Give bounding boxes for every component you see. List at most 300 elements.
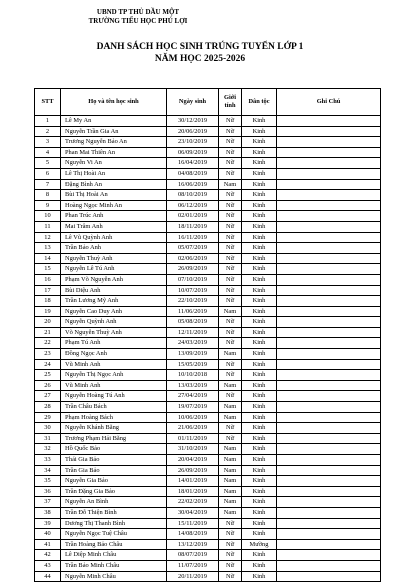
cell-name: Trần Gia Bảo <box>61 465 167 476</box>
agency-name: UBND TP THỦ DẦU MỘT <box>96 8 180 16</box>
cell-ethnicity: Kinh <box>242 465 277 476</box>
cell-note <box>277 296 381 307</box>
cell-note <box>277 529 381 540</box>
cell-name: Lê Thị Hoài An <box>61 168 167 179</box>
table-row <box>35 402 381 413</box>
cell-ethnicity: Kinh <box>242 571 277 582</box>
cell-ethnicity: Kinh <box>242 327 277 338</box>
cell-note <box>277 168 381 179</box>
cell-dob: 21/06/2019 <box>167 423 219 434</box>
cell-name: Phạm Hoàng Bách <box>61 412 167 423</box>
cell-dob: 16/04/2019 <box>167 158 219 169</box>
cell-name: Nguyễn Lê Tú Anh <box>61 264 167 275</box>
cell-dob: 08/07/2019 <box>167 550 219 561</box>
cell-dob: 11/06/2019 <box>167 306 219 317</box>
cell-name: Phạm Võ Nguyễn Anh <box>61 274 167 285</box>
cell-dob: 07/10/2019 <box>167 274 219 285</box>
cell-sex: Nữ <box>219 243 242 254</box>
cell-sex: Nữ <box>219 200 242 211</box>
cell-sex: Nữ <box>219 137 242 148</box>
cell-sex: Nữ <box>219 560 242 571</box>
cell-name: Đồng Ngọc Anh <box>61 349 167 360</box>
table-row <box>35 274 381 285</box>
cell-sex: Nữ <box>219 338 242 349</box>
cell-stt: 30 <box>35 423 61 434</box>
cell-note <box>277 317 381 328</box>
cell-name: Bùi Thị Hoài An <box>61 190 167 201</box>
cell-note <box>277 285 381 296</box>
header-name: Họ và tên học sinh <box>61 89 167 116</box>
table-row <box>35 423 381 434</box>
cell-stt: 11 <box>35 221 61 232</box>
cell-sex: Nữ <box>219 296 242 307</box>
cell-stt: 14 <box>35 253 61 264</box>
cell-ethnicity: Kinh <box>242 423 277 434</box>
cell-ethnicity: Kinh <box>242 338 277 349</box>
cell-note <box>277 476 381 487</box>
table-row <box>35 168 381 179</box>
table-row <box>35 486 381 497</box>
cell-stt: 10 <box>35 211 61 222</box>
cell-dob: 26/09/2019 <box>167 465 219 476</box>
cell-name: Nguyễn Ngọc Tuệ Châu <box>61 529 167 540</box>
cell-stt: 4 <box>35 147 61 158</box>
table-row <box>35 539 381 550</box>
table-row <box>35 359 381 370</box>
cell-dob: 14/08/2019 <box>167 529 219 540</box>
cell-sex: Nam <box>219 402 242 413</box>
cell-dob: 30/04/2019 <box>167 507 219 518</box>
cell-ethnicity: Kinh <box>242 116 277 127</box>
cell-name: Nguyễn Thuỳ Anh <box>61 253 167 264</box>
cell-name: Nguyễn Thị Ngọc Anh <box>61 370 167 381</box>
table-row <box>35 327 381 338</box>
cell-stt: 33 <box>35 455 61 466</box>
cell-stt: 2 <box>35 126 61 137</box>
cell-ethnicity: Kinh <box>242 349 277 360</box>
cell-dob: 20/11/2019 <box>167 571 219 582</box>
cell-name: Thái Gia Bảo <box>61 455 167 466</box>
cell-note <box>277 158 381 169</box>
cell-note <box>277 116 381 127</box>
cell-ethnicity: Kinh <box>242 550 277 561</box>
cell-note <box>277 380 381 391</box>
cell-stt: 13 <box>35 243 61 254</box>
table-row <box>35 253 381 264</box>
cell-note <box>277 391 381 402</box>
cell-note <box>277 455 381 466</box>
cell-stt: 38 <box>35 507 61 518</box>
cell-stt: 28 <box>35 402 61 413</box>
cell-note <box>277 571 381 582</box>
table-row <box>35 147 381 158</box>
title-line-2: NĂM HỌC 2025-2026 <box>154 54 246 64</box>
cell-name: Nguyễn Cao Duy Anh <box>61 306 167 317</box>
table-row <box>35 338 381 349</box>
table-row <box>35 200 381 211</box>
cell-dob: 30/12/2019 <box>167 116 219 127</box>
cell-ethnicity: Kinh <box>242 306 277 317</box>
cell-sex: Nữ <box>219 253 242 264</box>
cell-name: Trần Lương Mỹ Anh <box>61 296 167 307</box>
cell-dob: 06/12/2019 <box>167 200 219 211</box>
cell-ethnicity: Kinh <box>242 560 277 571</box>
title-line-1: DANH SÁCH HỌC SINH TRÚNG TUYỂN LỚP 1 <box>96 42 304 52</box>
cell-dob: 10/07/2019 <box>167 285 219 296</box>
table-row <box>35 306 381 317</box>
header-dob: Ngày sinh <box>167 89 219 116</box>
cell-sex: Nữ <box>219 423 242 434</box>
student-table <box>34 88 381 582</box>
cell-note <box>277 147 381 158</box>
table-row <box>35 455 381 466</box>
cell-sex: Nữ <box>219 126 242 137</box>
cell-name: Nguyễn Hoàng Tú Anh <box>61 391 167 402</box>
cell-ethnicity: Kinh <box>242 476 277 487</box>
table-row <box>35 232 381 243</box>
cell-sex: Nữ <box>219 158 242 169</box>
cell-ethnicity: Kinh <box>242 285 277 296</box>
cell-dob: 16/06/2019 <box>167 179 219 190</box>
cell-dob: 12/11/2019 <box>167 327 219 338</box>
cell-note <box>277 221 381 232</box>
cell-name: Nguyễn Khánh Băng <box>61 423 167 434</box>
cell-note <box>277 433 381 444</box>
cell-dob: 27/04/2019 <box>167 391 219 402</box>
cell-note <box>277 497 381 508</box>
cell-note <box>277 507 381 518</box>
cell-sex: Nữ <box>219 285 242 296</box>
cell-name: Lê My An <box>61 116 167 127</box>
table-row <box>35 190 381 201</box>
table-row <box>35 116 381 127</box>
cell-sex: Nữ <box>219 571 242 582</box>
cell-sex: Nam <box>219 412 242 423</box>
table-row <box>35 158 381 169</box>
cell-sex: Nam <box>219 497 242 508</box>
cell-note <box>277 179 381 190</box>
cell-stt: 24 <box>35 359 61 370</box>
cell-stt: 37 <box>35 497 61 508</box>
cell-stt: 40 <box>35 529 61 540</box>
cell-note <box>277 200 381 211</box>
cell-dob: 19/07/2019 <box>167 402 219 413</box>
cell-ethnicity: Kinh <box>242 179 277 190</box>
cell-stt: 6 <box>35 168 61 179</box>
cell-stt: 18 <box>35 296 61 307</box>
table-row <box>35 391 381 402</box>
cell-name: Lê Vũ Quỳnh Anh <box>61 232 167 243</box>
cell-note <box>277 465 381 476</box>
cell-sex: Nam <box>219 507 242 518</box>
cell-sex: Nam <box>219 179 242 190</box>
header-ethnicity: Dân tộc <box>242 89 277 116</box>
cell-sex: Nữ <box>219 116 242 127</box>
table-body <box>35 116 381 582</box>
cell-dob: 18/01/2019 <box>167 486 219 497</box>
cell-sex: Nam <box>219 380 242 391</box>
table-row <box>35 349 381 360</box>
cell-sex: Nam <box>219 476 242 487</box>
cell-ethnicity: Kinh <box>242 221 277 232</box>
cell-stt: 9 <box>35 200 61 211</box>
cell-sex: Nữ <box>219 232 242 243</box>
table-row <box>35 243 381 254</box>
cell-stt: 15 <box>35 264 61 275</box>
cell-name: Trần Đỗ Thiện Bình <box>61 507 167 518</box>
cell-ethnicity: Kinh <box>242 486 277 497</box>
cell-name: Trần Bảo Minh Châu <box>61 560 167 571</box>
cell-ethnicity: Kinh <box>242 433 277 444</box>
cell-dob: 16/11/2019 <box>167 232 219 243</box>
cell-stt: 16 <box>35 274 61 285</box>
cell-note <box>277 423 381 434</box>
cell-note <box>277 518 381 529</box>
cell-name: Trần Châu Bách <box>61 402 167 413</box>
table-row <box>35 179 381 190</box>
table-row <box>35 412 381 423</box>
cell-ethnicity: Kinh <box>242 497 277 508</box>
header-stt: STT <box>35 89 61 116</box>
table-row <box>35 497 381 508</box>
cell-ethnicity: Kinh <box>242 158 277 169</box>
cell-sex: Nam <box>219 465 242 476</box>
cell-dob: 10/10/2018 <box>167 370 219 381</box>
cell-name: Trần Bảo Anh <box>61 243 167 254</box>
table-row <box>35 126 381 137</box>
cell-note <box>277 550 381 561</box>
cell-ethnicity: Kinh <box>242 200 277 211</box>
cell-note <box>277 412 381 423</box>
cell-dob: 01/11/2019 <box>167 433 219 444</box>
table-row <box>35 264 381 275</box>
cell-dob: 22/10/2019 <box>167 296 219 307</box>
cell-stt: 12 <box>35 232 61 243</box>
cell-stt: 34 <box>35 465 61 476</box>
cell-name: Trương Nguyễn Bảo An <box>61 137 167 148</box>
cell-ethnicity: Kinh <box>242 529 277 540</box>
cell-name: Hồ Quốc Bảo <box>61 444 167 455</box>
cell-note <box>277 253 381 264</box>
cell-stt: 8 <box>35 190 61 201</box>
cell-sex: Nữ <box>219 529 242 540</box>
cell-stt: 35 <box>35 476 61 487</box>
cell-sex: Nam <box>219 349 242 360</box>
cell-dob: 13/12/2019 <box>167 539 219 550</box>
cell-ethnicity: Kinh <box>242 370 277 381</box>
cell-dob: 11/07/2019 <box>167 560 219 571</box>
cell-ethnicity: Kinh <box>242 264 277 275</box>
cell-sex: Nam <box>219 306 242 317</box>
cell-name: Dương Thị Thanh Bình <box>61 518 167 529</box>
table-row <box>35 211 381 222</box>
cell-stt: 7 <box>35 179 61 190</box>
cell-ethnicity: Kinh <box>242 444 277 455</box>
cell-name: Phan Trúc Anh <box>61 211 167 222</box>
table-row <box>35 444 381 455</box>
cell-sex: Nữ <box>219 168 242 179</box>
cell-stt: 36 <box>35 486 61 497</box>
cell-ethnicity: Kinh <box>242 380 277 391</box>
cell-ethnicity: Kinh <box>242 232 277 243</box>
table-row <box>35 571 381 582</box>
cell-stt: 20 <box>35 317 61 328</box>
cell-stt: 27 <box>35 391 61 402</box>
cell-ethnicity: Kinh <box>242 211 277 222</box>
cell-name: Bùi Diệu Anh <box>61 285 167 296</box>
cell-name: Nguyễn Vi An <box>61 158 167 169</box>
table-row <box>35 370 381 381</box>
cell-note <box>277 264 381 275</box>
cell-stt: 21 <box>35 327 61 338</box>
cell-stt: 44 <box>35 571 61 582</box>
table-row <box>35 465 381 476</box>
cell-note <box>277 402 381 413</box>
cell-note <box>277 211 381 222</box>
cell-ethnicity: Kinh <box>242 296 277 307</box>
cell-note <box>277 359 381 370</box>
document-title <box>0 41 400 65</box>
cell-note <box>277 486 381 497</box>
cell-ethnicity: Kinh <box>242 359 277 370</box>
cell-ethnicity: Kinh <box>242 391 277 402</box>
document-header <box>48 8 228 26</box>
table-row <box>35 518 381 529</box>
cell-name: Đặng Bình An <box>61 179 167 190</box>
cell-dob: 02/06/2019 <box>167 253 219 264</box>
cell-ethnicity: Kinh <box>242 518 277 529</box>
cell-name: Trần Hoàng Bảo Châu <box>61 539 167 550</box>
cell-dob: 10/06/2019 <box>167 412 219 423</box>
cell-ethnicity: Kinh <box>242 126 277 137</box>
cell-stt: 22 <box>35 338 61 349</box>
cell-sex: Nữ <box>219 433 242 444</box>
cell-dob: 15/11/2019 <box>167 518 219 529</box>
cell-note <box>277 539 381 550</box>
cell-name: Vũ Minh Anh <box>61 359 167 370</box>
table-row <box>35 550 381 561</box>
cell-dob: 24/03/2019 <box>167 338 219 349</box>
table-row <box>35 507 381 518</box>
cell-note <box>277 327 381 338</box>
cell-note <box>277 137 381 148</box>
cell-dob: 02/01/2019 <box>167 211 219 222</box>
table-row <box>35 433 381 444</box>
table-row <box>35 137 381 148</box>
cell-dob: 20/06/2019 <box>167 126 219 137</box>
cell-sex: Nam <box>219 444 242 455</box>
cell-sex: Nữ <box>219 370 242 381</box>
cell-name: Nguyễn Quỳnh Anh <box>61 317 167 328</box>
cell-ethnicity: Kinh <box>242 402 277 413</box>
cell-dob: 15/05/2019 <box>167 359 219 370</box>
cell-dob: 31/10/2019 <box>167 444 219 455</box>
cell-ethnicity: Kinh <box>242 190 277 201</box>
table-row <box>35 296 381 307</box>
cell-stt: 31 <box>35 433 61 444</box>
cell-dob: 04/08/2019 <box>167 168 219 179</box>
cell-name: Nguyễn Trần Gia An <box>61 126 167 137</box>
cell-dob: 14/01/2019 <box>167 476 219 487</box>
cell-stt: 43 <box>35 560 61 571</box>
cell-name: Hoàng Ngọc Minh An <box>61 200 167 211</box>
cell-sex: Nam <box>219 486 242 497</box>
cell-sex: Nữ <box>219 274 242 285</box>
cell-name: Trần Đặng Gia Bảo <box>61 486 167 497</box>
cell-stt: 1 <box>35 116 61 127</box>
cell-stt: 32 <box>35 444 61 455</box>
cell-sex: Nữ <box>219 317 242 328</box>
cell-note <box>277 338 381 349</box>
cell-sex: Nữ <box>219 359 242 370</box>
cell-stt: 19 <box>35 306 61 317</box>
table-row <box>35 317 381 328</box>
cell-name: Nguyễn Minh Châu <box>61 571 167 582</box>
cell-note <box>277 306 381 317</box>
cell-name: Trương Phạm Hải Băng <box>61 433 167 444</box>
cell-dob: 13/03/2019 <box>167 380 219 391</box>
cell-ethnicity: Kinh <box>242 412 277 423</box>
cell-ethnicity: Mường <box>242 539 277 550</box>
cell-ethnicity: Kinh <box>242 137 277 148</box>
cell-ethnicity: Kinh <box>242 455 277 466</box>
cell-stt: 5 <box>35 158 61 169</box>
cell-dob: 23/10/2019 <box>167 137 219 148</box>
cell-name: Lê Diệp Minh Châu <box>61 550 167 561</box>
cell-sex: Nữ <box>219 221 242 232</box>
table-row <box>35 221 381 232</box>
table-row <box>35 476 381 487</box>
header-sex: Giới tính <box>219 89 242 116</box>
cell-note <box>277 349 381 360</box>
cell-stt: 23 <box>35 349 61 360</box>
cell-stt: 3 <box>35 137 61 148</box>
cell-name: Phạm Tú Anh <box>61 338 167 349</box>
cell-ethnicity: Kinh <box>242 168 277 179</box>
cell-stt: 25 <box>35 370 61 381</box>
cell-dob: 08/10/2019 <box>167 190 219 201</box>
cell-dob: 22/02/2019 <box>167 497 219 508</box>
cell-sex: Nữ <box>219 539 242 550</box>
cell-sex: Nữ <box>219 147 242 158</box>
cell-sex: Nữ <box>219 327 242 338</box>
header-note: Ghi Chú <box>277 89 381 116</box>
cell-stt: 29 <box>35 412 61 423</box>
table-row <box>35 529 381 540</box>
cell-sex: Nữ <box>219 550 242 561</box>
cell-sex: Nữ <box>219 211 242 222</box>
cell-dob: 13/09/2019 <box>167 349 219 360</box>
cell-note <box>277 126 381 137</box>
cell-dob: 18/11/2019 <box>167 221 219 232</box>
cell-name: Phan Mai Thiên An <box>61 147 167 158</box>
cell-ethnicity: Kinh <box>242 507 277 518</box>
cell-sex: Nữ <box>219 391 242 402</box>
cell-ethnicity: Kinh <box>242 274 277 285</box>
cell-note <box>277 444 381 455</box>
cell-name: Nguyễn An Bình <box>61 497 167 508</box>
cell-ethnicity: Kinh <box>242 243 277 254</box>
cell-ethnicity: Kinh <box>242 147 277 158</box>
cell-sex: Nữ <box>219 264 242 275</box>
cell-stt: 39 <box>35 518 61 529</box>
cell-stt: 26 <box>35 380 61 391</box>
school-name: TRƯỜNG TIỂU HỌC PHÚ LỢI <box>88 17 188 25</box>
cell-note <box>277 190 381 201</box>
cell-sex: Nữ <box>219 190 242 201</box>
cell-name: Nguyễn Gia Bảo <box>61 476 167 487</box>
cell-ethnicity: Kinh <box>242 317 277 328</box>
